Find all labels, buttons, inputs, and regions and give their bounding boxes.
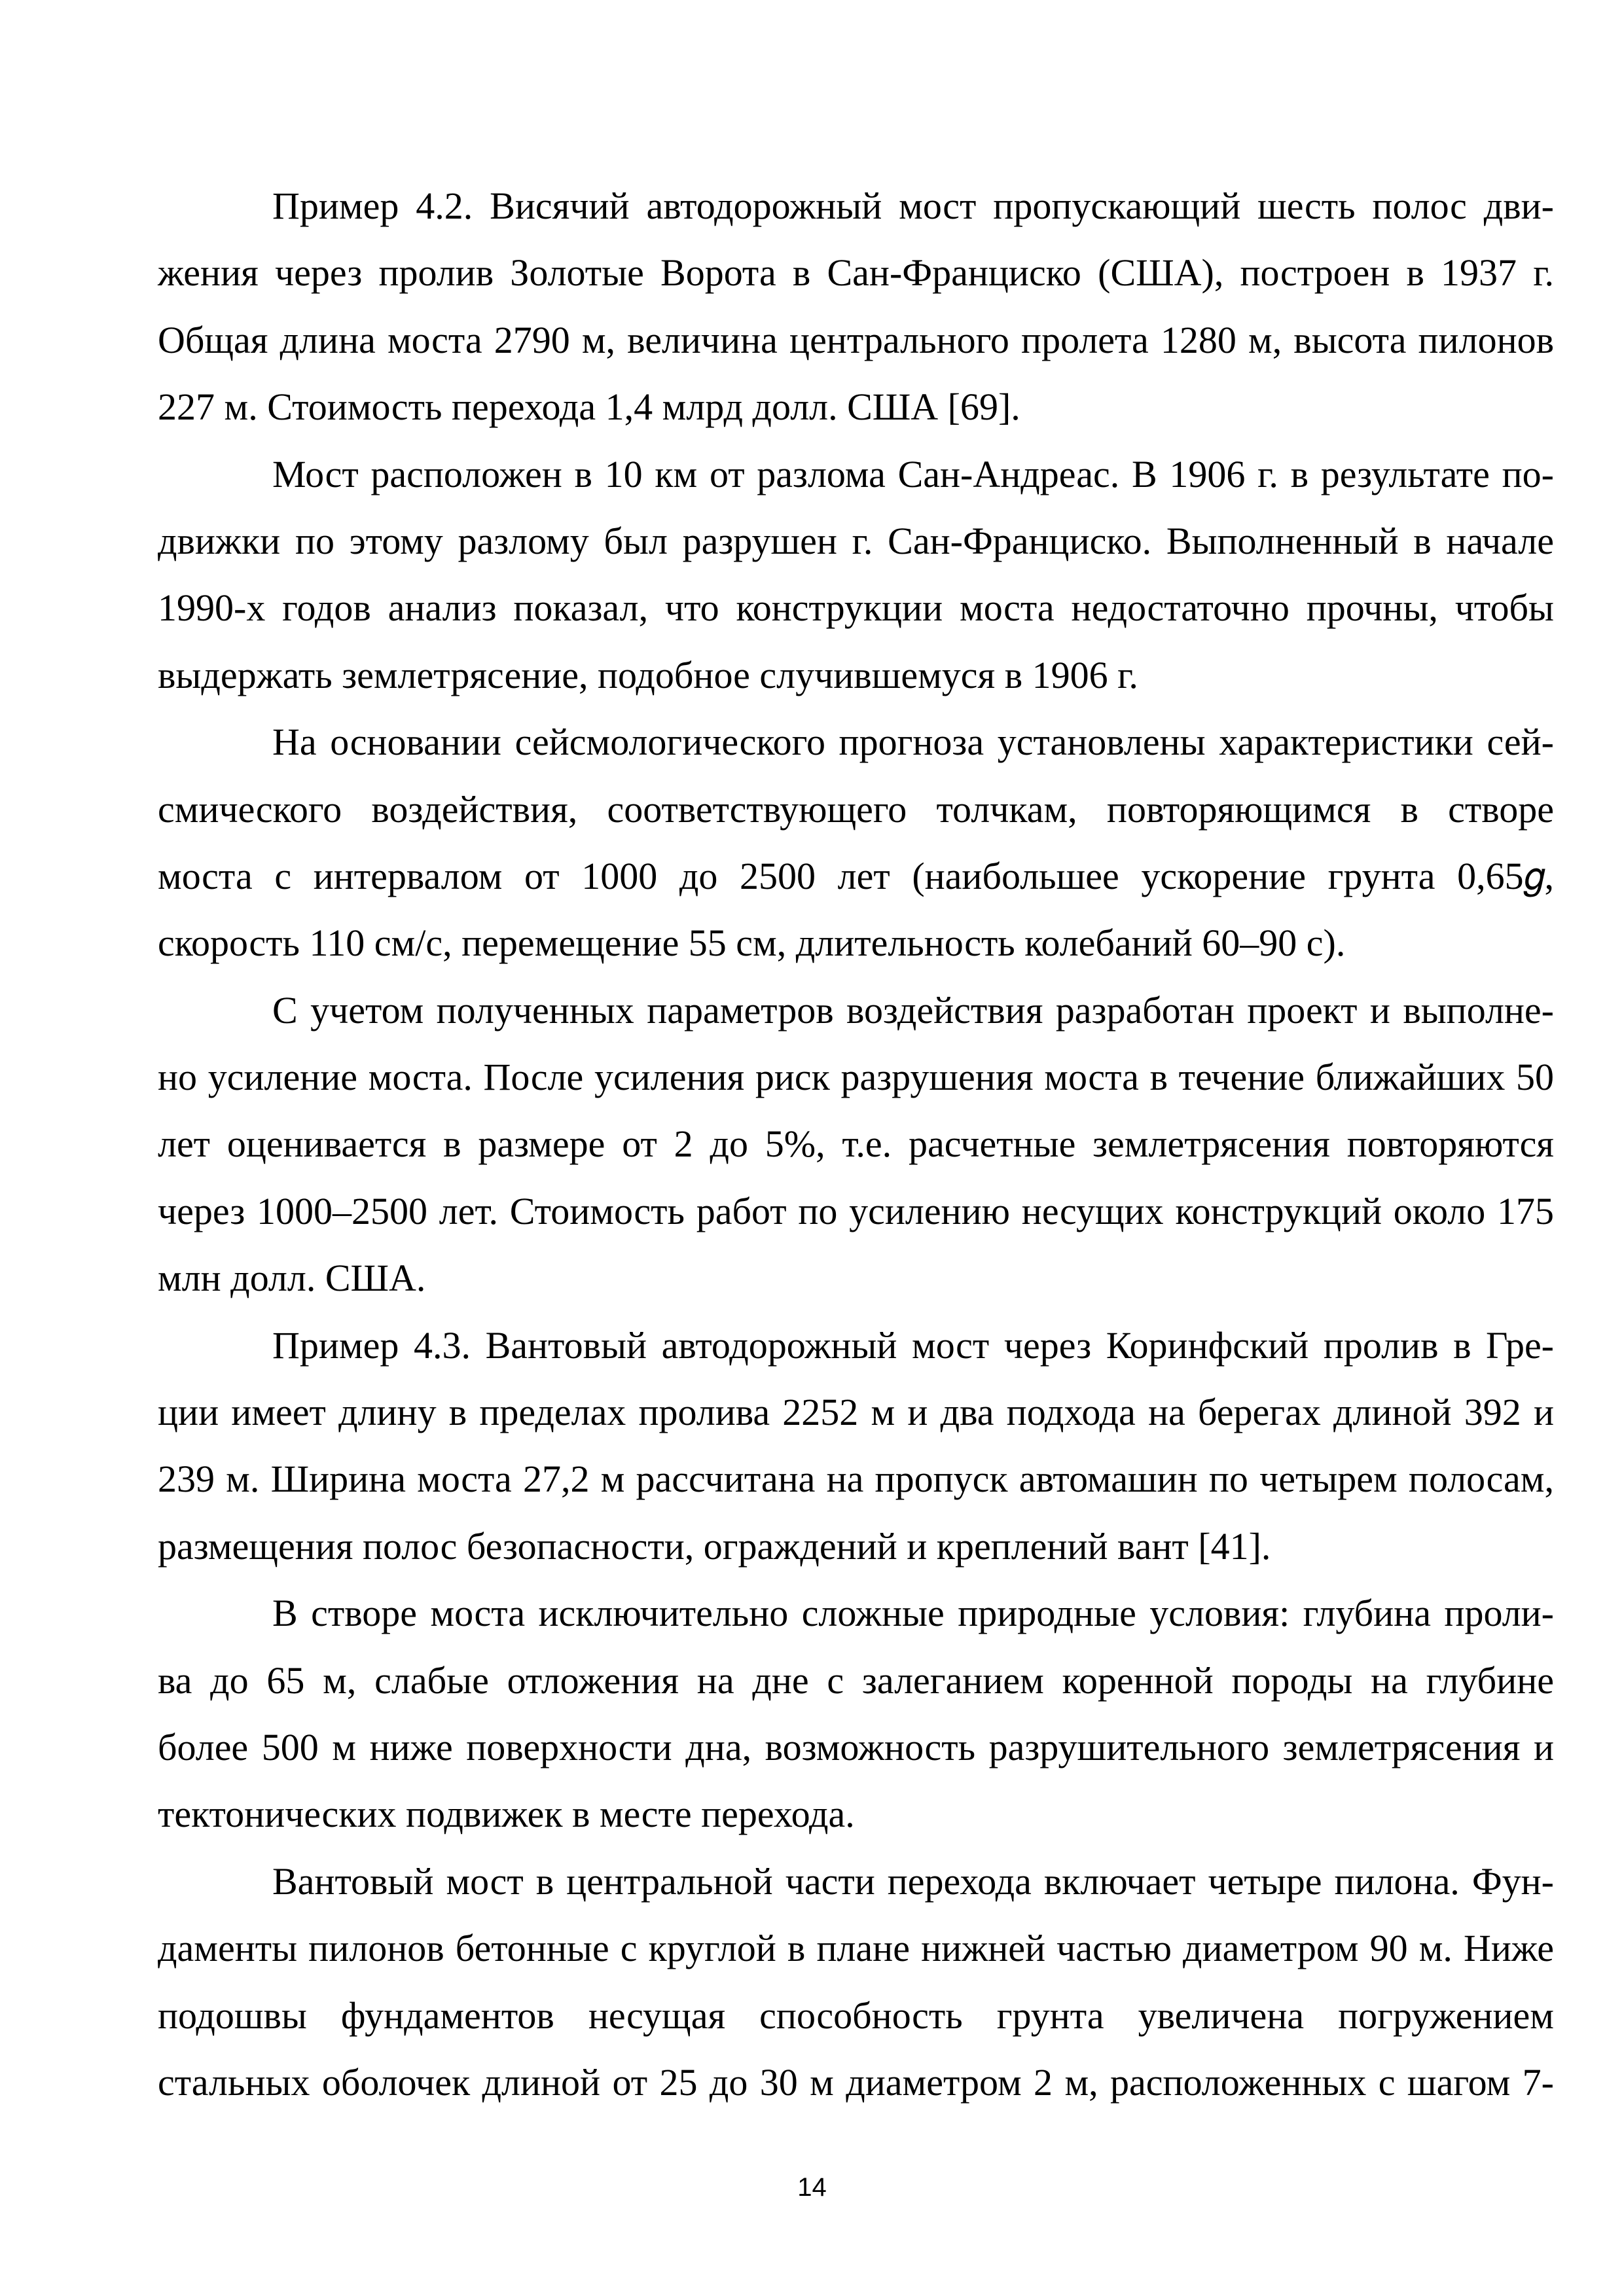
- text-line: жения через пролив Золотые Ворота в Сан-Франциско (США), построен в 1937 г.: [158, 251, 1554, 295]
- text-line: моста с интервалом от 1000 до 2500 лет (наибольшее ускорение грунта 0,65𝑔,: [158, 854, 1554, 897]
- text-line: Общая длина моста 2790 м, величина центрального пролета 1280 м, высота пилонов: [158, 318, 1554, 361]
- text-line: но усиление моста. После усиления риск разрушения моста в течение ближайших 50: [158, 1056, 1554, 1099]
- text-line: млн долл. США.: [158, 1257, 426, 1300]
- paragraph: [158, 1580, 1554, 1848]
- document-body: [158, 173, 1554, 2116]
- paragraph: [158, 173, 1554, 441]
- paragraph: [158, 441, 1554, 709]
- text-line: В створе моста исключительно сложные природные условия: глубина проли-: [272, 1592, 1554, 1635]
- text-line: даменты пилонов бетонные с круглой в плане нижней частью диаметром 90 м. Ниже: [158, 1927, 1554, 1970]
- page-number: 14: [797, 2173, 827, 2202]
- text-line: скорость 110 см/с, перемещение 55 см, длительность колебаний 60–90 с).: [158, 922, 1346, 965]
- text-line: тектонических подвижек в месте перехода.: [158, 1793, 855, 1836]
- text-line: Пример 4.2. Висячий автодорожный мост пропускающий шесть полос дви-: [272, 185, 1554, 227]
- text-line: стальных оболочек длиной от 25 до 30 м диаметром 2 м, расположенных с шагом 7-: [158, 2060, 1554, 2104]
- text-line: Мост расположен в 10 км от разлома Сан-Андреас. В 1906 г. в результате по-: [272, 452, 1554, 495]
- text-line: через 1000–2500 лет. Стоимость работ по усилению несущих конструкций около 175: [158, 1189, 1554, 1232]
- paragraph: [158, 977, 1554, 1312]
- text-line: лет оценивается в размере от 2 до 5%, т.е. расчетные землетрясения повторяются: [158, 1122, 1554, 1166]
- text-line: размещения полос безопасности, ограждений и креплений вант [41].: [158, 1524, 1271, 1568]
- text-line: более 500 м ниже поверхности дна, возможность разрушительного землетрясения и: [158, 1725, 1554, 1768]
- text-line: ции имеет длину в пределах пролива 2252 м и два подхода на берегах длиной 392 и: [158, 1391, 1554, 1434]
- text-line: 1990-х годов анализ показал, что конструкции моста недостаточно прочны, чтобы: [158, 586, 1554, 630]
- paragraph: [158, 1312, 1554, 1581]
- text-line: 239 м. Ширина моста 27,2 м рассчитана на пропуск автомашин по четырем полосам,: [158, 1458, 1554, 1501]
- text-line: смического воздействия, соответствующего толчкам, повторяющимся в створе: [158, 787, 1554, 831]
- text-line: подошвы фундаментов несущая способность грунта увеличена погружением: [158, 1994, 1554, 2037]
- text-line: С учетом полученных параметров воздействия разработан проект и выполне-: [272, 988, 1554, 1031]
- text-line: 227 м. Стоимость перехода 1,4 млрд долл. США [69].: [158, 386, 1020, 429]
- text-line: выдержать землетрясение, подобное случившемуся в 1906 г.: [158, 653, 1138, 696]
- text-line: Вантовый мост в центральной части перехода включает четыре пилона. Фун-: [272, 1859, 1554, 1903]
- text-line: Пример 4.3. Вантовый автодорожный мост через Коринфский пролив в Гре-: [272, 1323, 1554, 1367]
- paragraph: [158, 1848, 1554, 2117]
- text-line: ва до 65 м, слабые отложения на дне с залеганием коренной породы на глубине: [158, 1659, 1554, 1702]
- text-line: На основании сейсмологического прогноза установлены характеристики сей-: [272, 721, 1554, 764]
- text-line: движки по этому разлому был разрушен г. Сан-Франциско. Выполненный в начале: [158, 519, 1554, 562]
- paragraph: [158, 709, 1554, 977]
